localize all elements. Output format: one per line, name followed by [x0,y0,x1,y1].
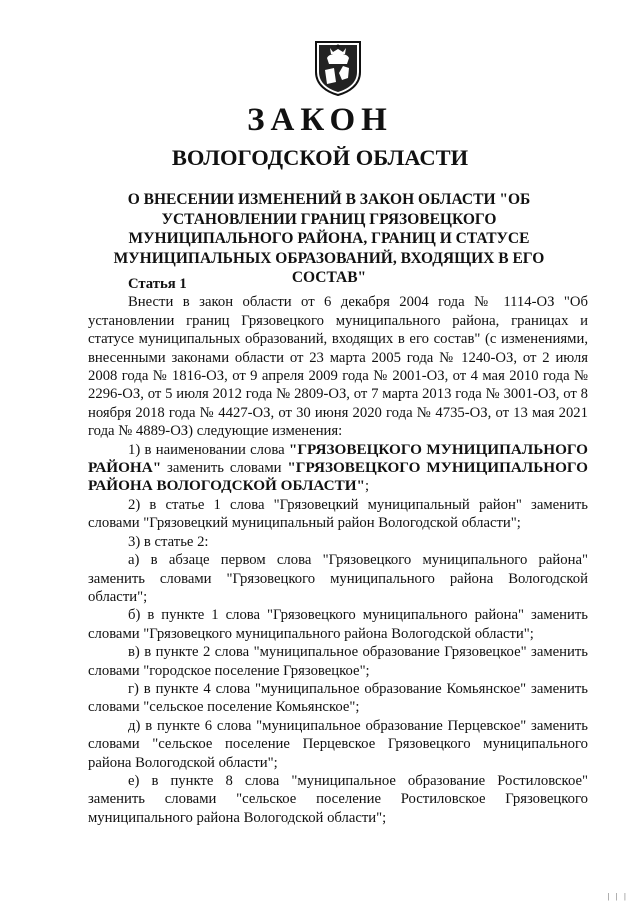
article-heading: Статья 1 [128,276,187,292]
amendment-item-3a: а) в абзаце первом слова "Грязовецкого муниципального района" заменить словами "Грязовецкого муниципального района Вологодской области"; [88,552,588,605]
item1-end: ; [364,478,370,495]
item1-prefix: 1) в наименовании слова [128,441,289,458]
law-title: ЗАКОН [247,102,393,138]
item1-new-words: "ГРЯЗОВЕЦКОГО МУНИЦИПАЛЬНОГО РАЙОНА ВОЛОГОДСКОЙ ОБЛАСТИ" [88,459,588,495]
region-title: ВОЛОГОДСКОЙ ОБЛАСТИ [171,145,469,170]
page-mark: | | | [607,892,628,901]
law-subject: О ВНЕСЕНИИ ИЗМЕНЕНИЙ В ЗАКОН ОБЛАСТИ "ОБ УСТАНОВЛЕНИИ ГРАНИЦ ГРЯЗОВЕЦКОГО МУНИЦИПАЛЬНОГО РАЙОНА, ГРАНИЦ И СТАТУСЕ МУНИЦИПАЛЬНЫХ ОБРАЗОВАНИЙ, ВХОДЯЩИХ В ЕГО СОСТАВ" [113,191,545,286]
article-body [88,275,588,827]
item1-old-words: "ГРЯЗОВЕЦКОГО МУНИЦИПАЛЬНОГО РАЙОНА" [88,440,588,477]
amendment-item-3c: в) в пункте 2 слова "муниципальное образование Грязовецкое" заменить словами "городское поселение Грязовецкое"; [88,644,588,679]
amendment-item-1 [88,441,588,496]
amendment-item-3e: д) в пункте 6 слова "муниципальное образование Перцевское" заменить словами "сельское поселение Перцевское Грязовецкого муниципального района Вологодской области"; [88,717,588,771]
amendment-item-3b: б) в пункте 1 слова "Грязовецкого муниципального района" заменить словами "Грязовецкого муниципального района Вологодской области"; [88,607,588,642]
item1-mid: заменить словами [161,460,288,477]
article-intro: Внести в закон области от 6 декабря 2004 года № 1114-ОЗ "Об установлении границ Грязовецкого муниципального района, границах и статусе муниципальных образований, входящих в его состав" (с изменениями, внесенными законами области от 23 марта 2005 года № 1240-ОЗ, от 2 июля 2008 года № 1816-ОЗ, от 9 апреля 2009 года № 2001-ОЗ, от 4 мая 2010 года № 2296-ОЗ, от 5 июля 2012 года № 2809-ОЗ, от 7 марта 2013 года № 3001-ОЗ, от 8 ноября 2018 года № 4427-ОЗ, от 30 июня 2020 года № 4735-ОЗ, от 13 мая 2021 года № 4889-ОЗ) следующие изменения: [88,294,588,440]
amendment-item-3f: е) в пункте 8 слова "муниципальное образование Ростиловское" заменить словами "сельское поселение Ростиловское Грязовецкого муниципального района Вологодской области"; [88,772,588,826]
amendment-item-3: 3) в статье 2: [128,533,209,550]
vologda-coat-of-arms-icon [313,38,363,96]
amendment-item-3d: г) в пункте 4 слова "муниципальное образование Комьянское" заменить словами "сельское поселение Комьянское"; [88,680,588,716]
amendment-item-2: 2) в статье 1 слова "Грязовецкий муниципальный район" заменить словами "Грязовецкий муниципальный район Вологодской области"; [88,496,588,532]
